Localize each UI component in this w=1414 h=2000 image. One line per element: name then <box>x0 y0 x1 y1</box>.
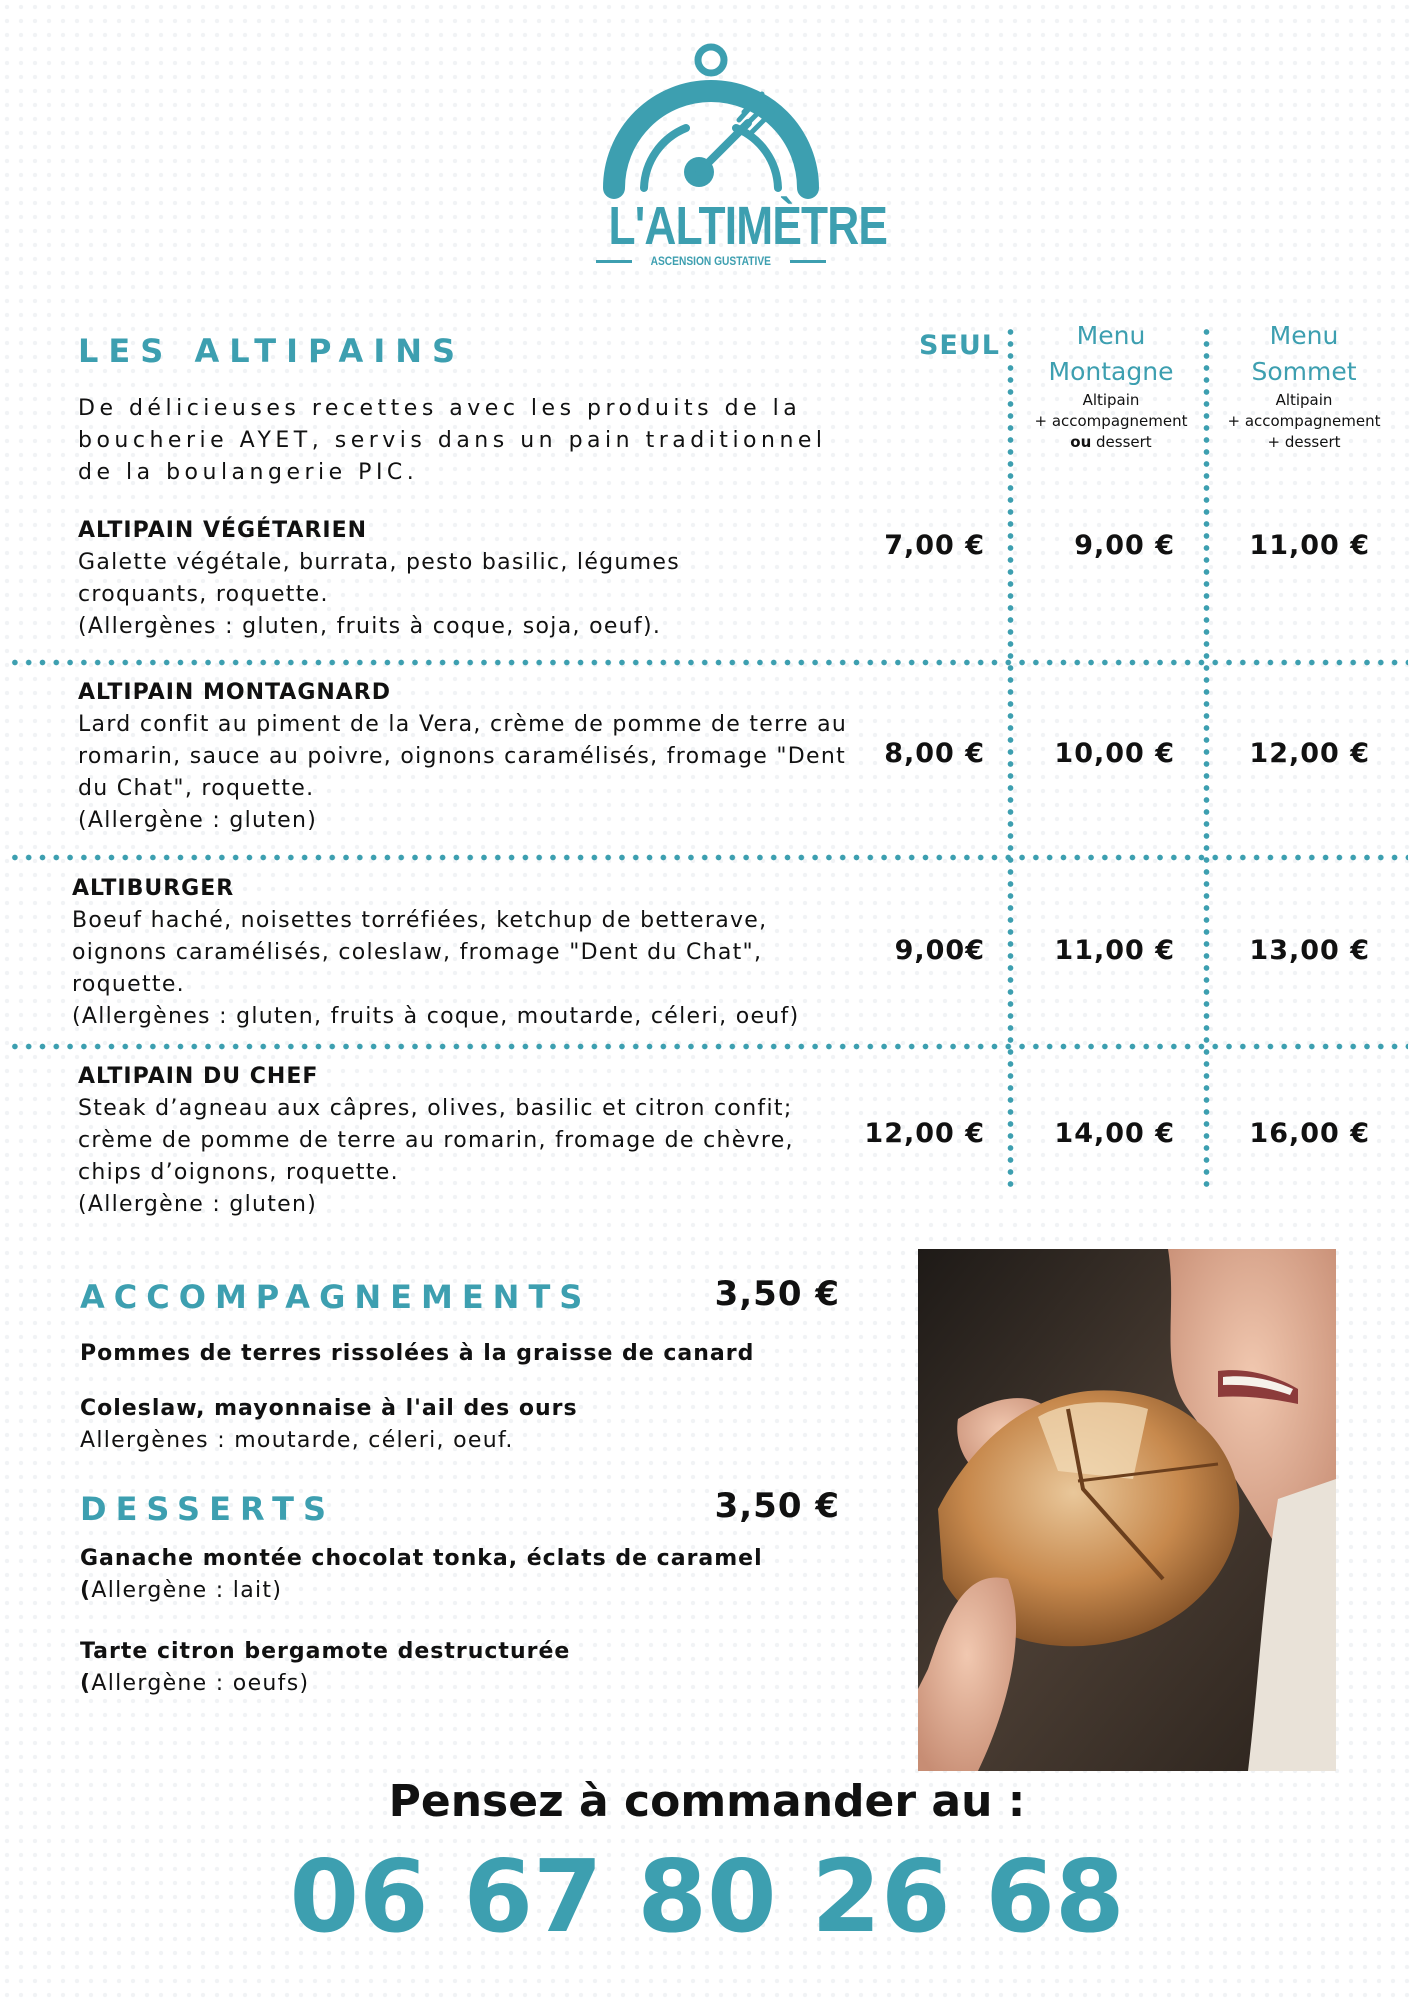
paren: ( <box>80 1578 92 1603</box>
price-sommet: 16,00 € <box>1249 1118 1370 1149</box>
price-montagne: 14,00 € <box>1054 1118 1175 1149</box>
price-montagne: 11,00 € <box>1054 935 1175 966</box>
order-call-to-action: Pensez à commander au : <box>388 1776 1026 1827</box>
side-item-coleslaw-allergens: Allergènes : moutarde, céleri, oeuf. <box>80 1428 514 1453</box>
price-sommet: 12,00 € <box>1249 738 1370 769</box>
item-description: Steak d’agneau aux câpres, olives, basilic et citron confit; crème de pomme de terre au romarin, fromage de chèvre, chips d’oignons, roquette. <box>78 1096 794 1185</box>
price-sommet: 13,00 € <box>1249 935 1370 966</box>
side-item-pommes: Pommes de terres rissolées à la graisse de canard <box>80 1341 755 1366</box>
tagline-line-left <box>596 260 632 263</box>
montagne-sub-2: + accompagnement <box>1034 412 1188 430</box>
paren: ( <box>80 1671 92 1696</box>
column-header-seul: SEUL <box>918 330 1000 361</box>
section-title-altipains: LES ALTIPAINS <box>78 332 466 370</box>
logo-tagline: ASCENSION GUSTATIVE <box>650 254 772 268</box>
item-name: ALTIBURGER <box>72 876 235 901</box>
logo-tagline-row <box>596 252 826 270</box>
sommet-sub-1: Altipain <box>1275 391 1333 409</box>
price-sommet: 11,00 € <box>1249 530 1370 561</box>
montagne-title-1: Menu <box>1076 321 1146 350</box>
menu-item-altipain-montagnard <box>78 677 868 837</box>
item-allergens: (Allergènes : gluten, fruits à coque, soja, oeuf). <box>78 614 662 639</box>
item-name: ALTIPAIN VÉGÉTARIEN <box>78 518 368 543</box>
item-description: Lard confit au piment de la Vera, crème de pomme de terre au romarin, sauce au poivre, oignons caramélisés, fromage "Dent du Chat", roquette. <box>78 712 848 801</box>
altipains-intro: De délicieuses recettes avec les produits de la boucherie AYET, servis dans un pain traditionnel de la boulangerie PIC. <box>78 396 827 485</box>
item-allergens: (Allergènes : gluten, fruits à coque, moutarde, céleri, oeuf) <box>72 1004 800 1029</box>
item-description: Boeuf haché, noisettes torréfiées, ketchup de betterave, oignons caramélisés, coleslaw, fromage "Dent du Chat", roquette. <box>72 908 768 997</box>
sommet-sub-2: + accompagnement <box>1227 412 1381 430</box>
menu-item-altipain-vegetarien <box>78 515 868 643</box>
divider-row-3 <box>8 1043 1408 1050</box>
item-name: ALTIPAIN DU CHEF <box>78 1064 319 1089</box>
montagne-title-2: Montagne <box>1048 357 1174 386</box>
menu-item-altipain-du-chef <box>78 1061 868 1221</box>
divider-vertical-2 <box>1203 326 1210 1192</box>
section-title-accompagnements: ACCOMPAGNEMENTS <box>80 1278 592 1316</box>
price-seul: 12,00 € <box>864 1118 985 1149</box>
price-seul: 8,00 € <box>884 738 985 769</box>
price-seul: 9,00€ <box>894 935 985 966</box>
price-seul: 7,00 € <box>884 530 985 561</box>
dessert-item-ganache: Ganache montée chocolat tonka, éclats de caramel <box>80 1546 763 1571</box>
item-allergens: (Allergène : gluten) <box>78 1192 318 1217</box>
montagne-sub-3-bold: ou <box>1070 433 1092 451</box>
sommet-title-2: Sommet <box>1251 357 1357 386</box>
montagne-sub-1: Altipain <box>1082 391 1140 409</box>
order-phone-number[interactable]: 06 67 80 26 68 <box>289 1838 1125 1955</box>
divider-vertical-1 <box>1007 326 1014 1192</box>
photo-woman-eating-bread <box>918 1249 1336 1771</box>
price-montagne: 10,00 € <box>1054 738 1175 769</box>
montagne-sub-3-rest: dessert <box>1091 433 1152 451</box>
tagline-line-right <box>790 260 826 263</box>
price-montagne: 9,00 € <box>1074 530 1175 561</box>
item-description: Galette végétale, burrata, pesto basilic, légumes croquants, roquette. <box>78 550 680 607</box>
menu-item-altiburger <box>72 873 872 1033</box>
column-header-menu-montagne <box>1016 318 1206 453</box>
accompagnements-price: 3,50 € <box>714 1274 840 1314</box>
allergens-text: Allergène : oeufs) <box>91 1671 310 1696</box>
desserts-price: 3,50 € <box>714 1486 840 1526</box>
allergens-text: Allergène : lait) <box>91 1578 283 1603</box>
item-name: ALTIPAIN MONTAGNARD <box>78 680 392 705</box>
logo-brand-name: L'ALTIMÈTRE <box>608 196 888 256</box>
dessert-item-tarte-allergens <box>80 1668 309 1700</box>
divider-row-1 <box>8 659 1408 666</box>
divider-row-2 <box>8 854 1408 861</box>
dessert-item-ganache-allergens <box>80 1575 282 1607</box>
dessert-item-tarte: Tarte citron bergamote destructurée <box>80 1639 571 1664</box>
side-item-coleslaw: Coleslaw, mayonnaise à l'ail des ours <box>80 1396 578 1421</box>
montagne-sub-3 <box>1016 432 1206 453</box>
sommet-title-1: Menu <box>1269 321 1339 350</box>
item-allergens: (Allergène : gluten) <box>78 808 318 833</box>
column-header-menu-sommet <box>1209 318 1399 453</box>
section-title-desserts: DESSERTS <box>80 1490 336 1528</box>
sommet-sub-3: + dessert <box>1267 433 1341 451</box>
